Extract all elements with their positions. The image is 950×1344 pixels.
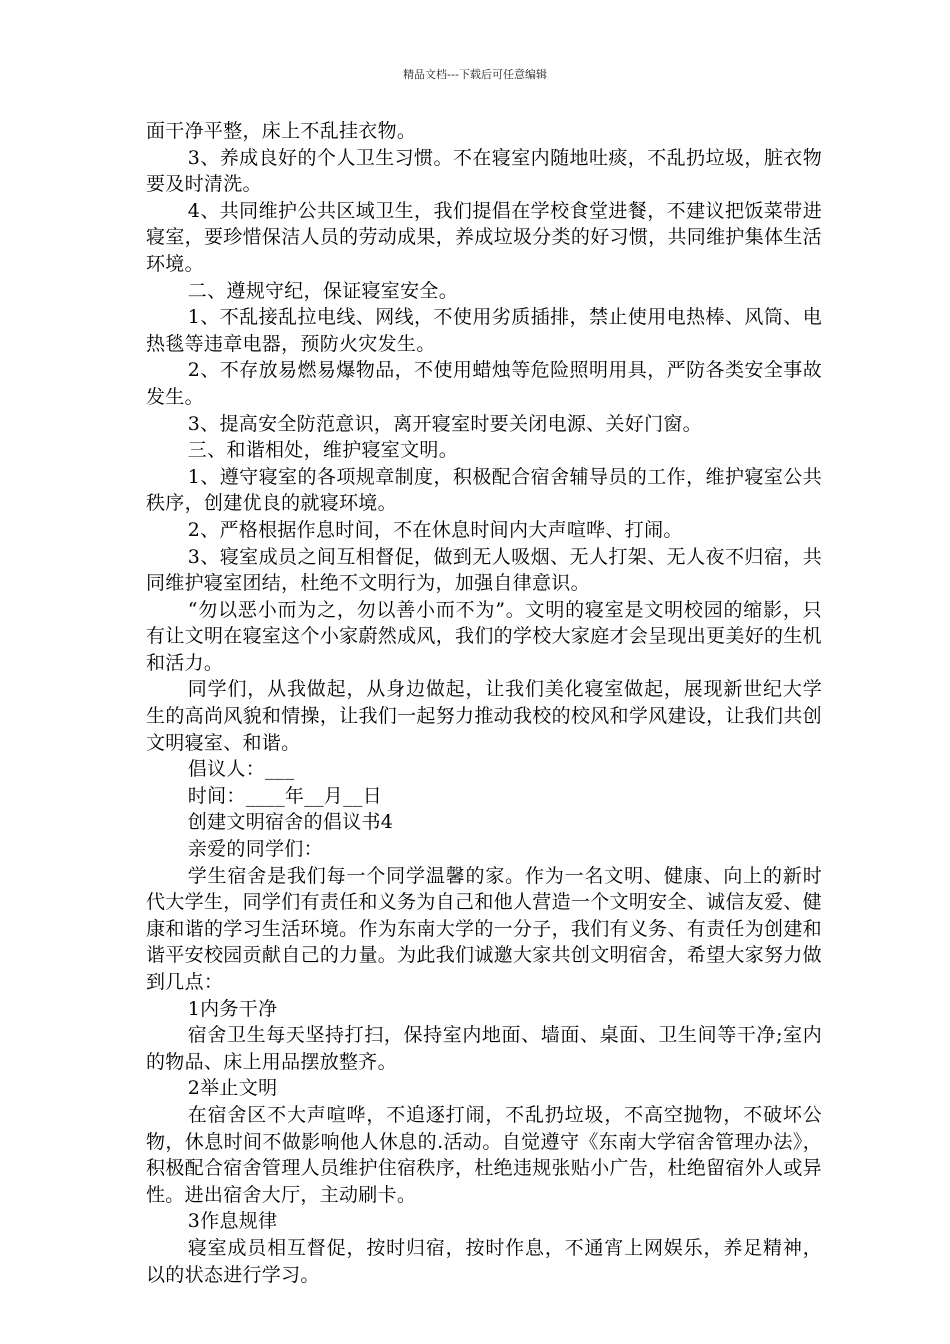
paragraph: 亲爱的同学们： <box>187 838 323 861</box>
paragraph: 创建文明宿舍的倡议书4 <box>187 811 394 834</box>
paragraph: “勿以恶小而为之，勿以善小而不为”。文明的寝室是文明校园的缩影，只有让文明在寝室这个小家蔚然成风，我们的学校大家庭才会呈现出更美好的生机和活力。 <box>146 598 822 674</box>
paragraph: 时间：____年__月__日 <box>187 784 382 807</box>
paragraph: 1内务干净 <box>187 997 278 1020</box>
paragraph: 3、寝室成员之间互相督促，做到无人吸烟、无人打架、无人夜不归宿，共同维护寝室团结，杜绝不文明行为，加强自律意识。 <box>146 545 822 595</box>
paragraph: 面干净平整，床上不乱挂衣物。 <box>146 120 417 142</box>
paragraph: 3、养成良好的个人卫生习惯。不在寝室内随地吐痰，不乱扔垃圾，脏衣物要及时清洗。 <box>146 146 822 196</box>
paragraph: 2举止文明 <box>187 1077 278 1100</box>
paragraph: 1、遵守寝室的各项规章制度，积极配合宿舍辅导员的工作，维护寝室公共秩序，创建优良的就寝环境。 <box>146 465 822 515</box>
paragraph: 3作息规律 <box>187 1210 278 1233</box>
paragraph: 倡议人：___ <box>187 758 295 781</box>
document-body <box>146 118 822 1288</box>
paragraph: 在宿舍区不大声喧哗，不追逐打闹，不乱扔垃圾，不高空抛物，不破坏公物，休息时间不做影响他人休息的.活动。自觉遵守《东南大学宿舍管理办法》，积极配合宿舍管理人员维护住宿秩序，杜绝违规张贴小广告，杜绝留宿外人或异性。进出宿舍大厅，主动刷卡。 <box>146 1103 822 1206</box>
paragraph: 学生宿舍是我们每一个同学温馨的家。作为一名文明、健康、向上的新时代大学生，同学们有责任和义务为自己和他人营造一个文明安全、诚信友爱、健康和谐的学习生活环境。作为东南大学的一分子，我们有义务、有责任为创建和谐平安校园贡献自己的力量。为此我们诚邀大家共创文明宿舍，希望大家努力做到几点： <box>146 864 822 993</box>
paragraph: 1、不乱接乱拉电线、网线，不使用劣质插排，禁止使用电热棒、风筒、电热毯等违章电器，预防火灾发生。 <box>146 306 822 355</box>
paragraph: 2、不存放易燃易爆物品，不使用蜡烛等危险照明用具，严防各类安全事故发生。 <box>146 359 822 408</box>
paragraph: 3、提高安全防范意识，离开寝室时要关闭电源、关好门窗。 <box>187 412 702 435</box>
paragraph: 2、严格根据作息时间，不在休息时间内大声喧哗、打闹。 <box>187 518 683 541</box>
paragraph: 宿舍卫生每天坚持打扫，保持室内地面、墙面、桌面、卫生间等干净;室内的物品、床上用品摆放整齐。 <box>146 1024 822 1073</box>
page-header: 精品文档---下载后可任意编辑 <box>403 68 547 81</box>
paragraph: 同学们，从我做起，从身边做起，让我们美化寝室做起，展现新世纪大学生的高尚风貌和情操，让我们一起努力推动我校的校风和学风建设，让我们共创文明寝室、和谐。 <box>146 678 822 754</box>
paragraph: 三、和谐相处，维护寝室文明。 <box>187 439 458 462</box>
paragraph: 寝室成员相互督促，按时归宿，按时作息，不通宵上网娱乐，养足精神，以的状态进行学习。 <box>146 1236 822 1286</box>
paragraph: 二、遵规守纪，保证寝室安全。 <box>187 279 458 302</box>
paragraph: 4、共同维护公共区域卫生，我们提倡在学校食堂进餐，不建议把饭菜带进寝室，要珍惜保洁人员的劳动成果，养成垃圾分类的好习惯，共同维护集体生活环境。 <box>146 199 822 275</box>
